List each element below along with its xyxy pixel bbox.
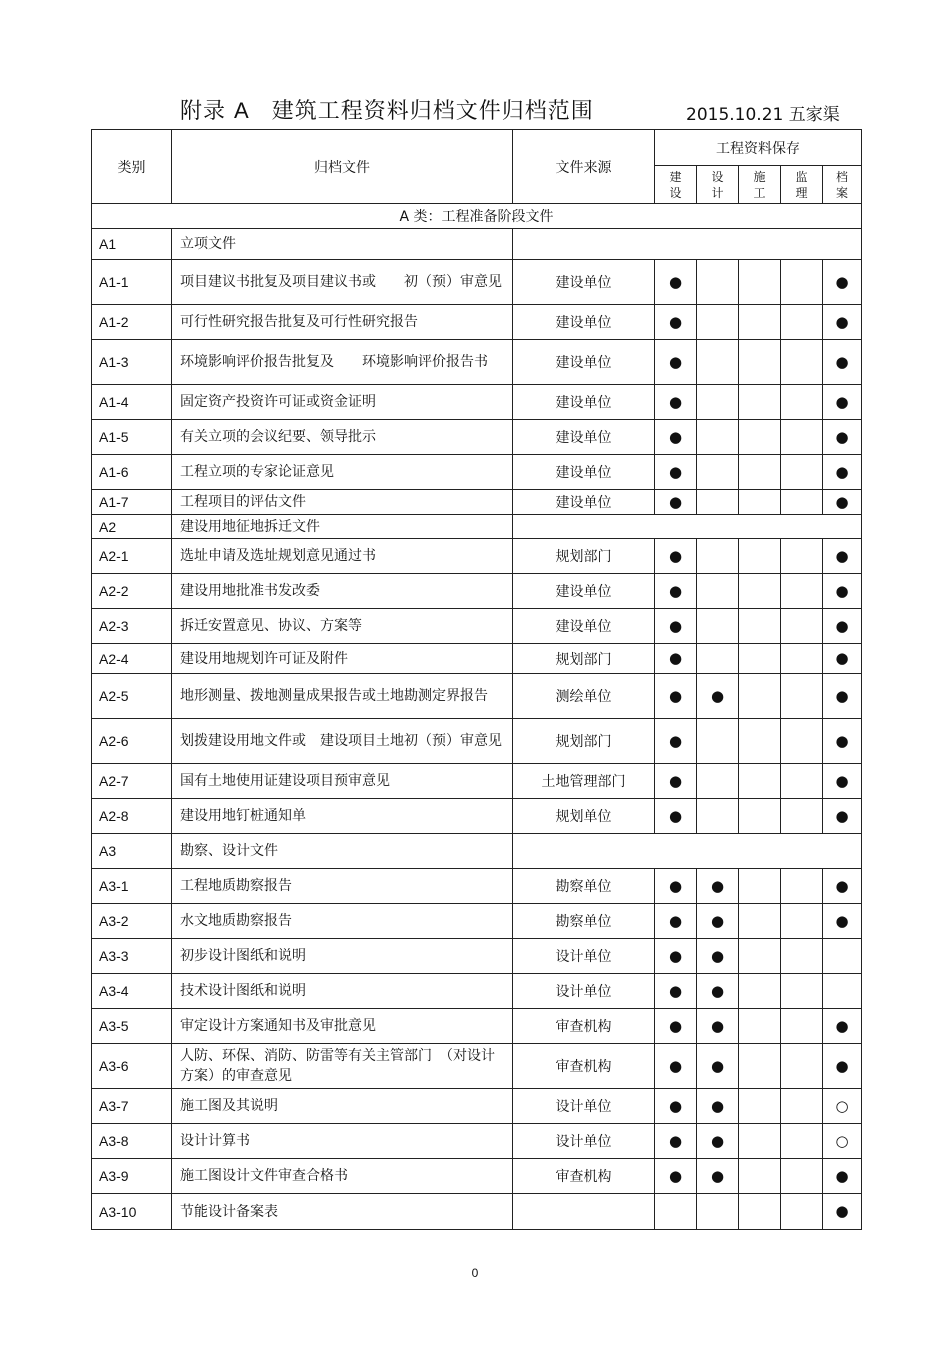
- solid-dot-mark: ●: [697, 1159, 739, 1194]
- table-row: [92, 799, 862, 834]
- row-code: A1-2: [92, 305, 172, 340]
- empty-mark-cell: [739, 974, 781, 1009]
- empty-mark-cell: [697, 260, 739, 305]
- row-source: [513, 1194, 655, 1230]
- row-code: A2: [92, 515, 172, 539]
- empty-mark-cell: [697, 799, 739, 834]
- table-row: [92, 764, 862, 799]
- solid-dot-mark: ●: [655, 455, 697, 490]
- solid-dot-mark: ●: [823, 340, 862, 385]
- solid-dot-mark: ●: [655, 904, 697, 939]
- row-code: A2-4: [92, 644, 172, 674]
- table-row: [92, 1009, 862, 1044]
- solid-dot-mark: ●: [655, 385, 697, 420]
- solid-dot-mark: ●: [655, 1009, 697, 1044]
- row-code: A3-9: [92, 1159, 172, 1194]
- solid-dot-mark: ●: [823, 609, 862, 644]
- empty-mark-cell: [781, 340, 823, 385]
- row-code: A3-3: [92, 939, 172, 974]
- solid-dot-mark: ●: [655, 305, 697, 340]
- header-unit-char-1: 档: [835, 169, 848, 184]
- header-source: 文件来源: [513, 130, 655, 204]
- empty-mark-cell: [739, 420, 781, 455]
- table-row: [92, 420, 862, 455]
- solid-dot-mark: ●: [823, 305, 862, 340]
- row-source: 审查机构: [513, 1009, 655, 1044]
- row-document: 设计计算书: [172, 1124, 513, 1159]
- empty-mark-cell: [697, 609, 739, 644]
- table-row: [92, 490, 862, 515]
- page-title: [180, 94, 594, 125]
- row-source: 设计单位: [513, 1089, 655, 1124]
- empty-mark-cell: [739, 644, 781, 674]
- header-unit-char-2: 工: [753, 185, 766, 200]
- row-document: 勘察、设计文件: [172, 834, 513, 869]
- solid-dot-mark: ●: [655, 674, 697, 719]
- row-source: 规划单位: [513, 799, 655, 834]
- empty-mark-cell: [739, 609, 781, 644]
- row-code: A2-3: [92, 609, 172, 644]
- empty-mark-cell: [739, 939, 781, 974]
- solid-dot-mark: ●: [823, 260, 862, 305]
- empty-mark-cell: [781, 799, 823, 834]
- header-unit-char-2: 设: [669, 185, 682, 200]
- empty-mark-cell: [781, 455, 823, 490]
- solid-dot-mark: ●: [697, 1089, 739, 1124]
- empty-mark-cell: [739, 1194, 781, 1230]
- solid-dot-mark: ●: [823, 719, 862, 764]
- solid-dot-mark: ●: [823, 764, 862, 799]
- empty-mark-cell: [781, 574, 823, 609]
- group-spacer: [513, 834, 862, 869]
- empty-mark-cell: [781, 609, 823, 644]
- empty-mark-cell: [739, 340, 781, 385]
- solid-dot-mark: ●: [697, 974, 739, 1009]
- row-source: 勘察单位: [513, 869, 655, 904]
- table-row: [92, 1194, 862, 1230]
- row-code: A1-5: [92, 420, 172, 455]
- row-code: A2-1: [92, 539, 172, 574]
- row-code: A2-7: [92, 764, 172, 799]
- solid-dot-mark: ●: [655, 869, 697, 904]
- row-source: 建设单位: [513, 455, 655, 490]
- solid-dot-mark: ●: [655, 799, 697, 834]
- row-code: A1-3: [92, 340, 172, 385]
- empty-mark-cell: [739, 260, 781, 305]
- row-document: 工程立项的专家论证意见: [172, 455, 513, 490]
- solid-dot-mark: ●: [823, 1159, 862, 1194]
- solid-dot-mark: ●: [697, 904, 739, 939]
- solid-dot-mark: ●: [655, 1044, 697, 1089]
- row-code: A3-2: [92, 904, 172, 939]
- empty-mark-cell: [739, 490, 781, 515]
- row-document: 工程项目的评估文件: [172, 490, 513, 515]
- row-source: 规划部门: [513, 644, 655, 674]
- row-document: 固定资产投资许可证或资金证明: [172, 385, 513, 420]
- row-document: 施工图设计文件审查合格书: [172, 1159, 513, 1194]
- header-unit-4: [823, 166, 862, 204]
- solid-dot-mark: ●: [655, 644, 697, 674]
- solid-dot-mark: ●: [655, 1124, 697, 1159]
- solid-dot-mark: ●: [823, 574, 862, 609]
- row-code: A3-7: [92, 1089, 172, 1124]
- table-row: [92, 1089, 862, 1124]
- solid-dot-mark: ●: [655, 574, 697, 609]
- group-row: [92, 229, 862, 260]
- row-document: 建设用地钉桩通知单: [172, 799, 513, 834]
- empty-mark-cell: [697, 719, 739, 764]
- empty-mark-cell: [739, 674, 781, 719]
- row-document: 划拨建设用地文件或 建设项目土地初（预）审意见: [172, 719, 513, 764]
- row-source: 审查机构: [513, 1044, 655, 1089]
- empty-mark-cell: [781, 904, 823, 939]
- row-document: 工程地质勘察报告: [172, 869, 513, 904]
- row-source: 建设单位: [513, 420, 655, 455]
- date-author: 2015.10.21 五家渠: [686, 105, 840, 125]
- header-unit-char-1: 设: [711, 169, 724, 184]
- solid-dot-mark: ●: [697, 939, 739, 974]
- empty-mark-cell: [781, 1089, 823, 1124]
- empty-mark-cell: [739, 799, 781, 834]
- row-source: 建设单位: [513, 340, 655, 385]
- solid-dot-mark: ●: [655, 340, 697, 385]
- solid-dot-mark: ●: [655, 939, 697, 974]
- empty-mark-cell: [781, 385, 823, 420]
- solid-dot-mark: ●: [823, 1009, 862, 1044]
- row-document: 建设用地征地拆迁文件: [172, 515, 513, 539]
- solid-dot-mark: ●: [655, 609, 697, 644]
- empty-mark-cell: [697, 455, 739, 490]
- empty-mark-cell: [697, 574, 739, 609]
- header-keep: 工程资料保存: [655, 130, 862, 166]
- row-document: 国有土地使用证建设项目预审意见: [172, 764, 513, 799]
- empty-mark-cell: [781, 1159, 823, 1194]
- table-row: [92, 385, 862, 420]
- empty-mark-cell: [781, 939, 823, 974]
- table-row: [92, 644, 862, 674]
- row-source: 审查机构: [513, 1159, 655, 1194]
- row-source: 规划部门: [513, 539, 655, 574]
- header-unit-char-1: 建: [669, 169, 682, 184]
- row-code: A3-5: [92, 1009, 172, 1044]
- empty-mark-cell: [781, 260, 823, 305]
- archive-scope-table: [91, 129, 862, 1230]
- row-source: 设计单位: [513, 1124, 655, 1159]
- solid-dot-mark: ●: [655, 764, 697, 799]
- hollow-dot-mark: ○: [823, 1124, 862, 1159]
- row-code: A3: [92, 834, 172, 869]
- group-spacer: [513, 229, 862, 260]
- empty-mark-cell: [781, 764, 823, 799]
- row-document: 环境影响评价报告批复及 环境影响评价报告书: [172, 340, 513, 385]
- table-row: [92, 719, 862, 764]
- header-unit-char-2: 计: [711, 185, 724, 200]
- empty-mark-cell: [697, 764, 739, 799]
- empty-mark-cell: [739, 305, 781, 340]
- solid-dot-mark: ●: [655, 1159, 697, 1194]
- empty-mark-cell: [781, 674, 823, 719]
- solid-dot-mark: ●: [697, 1009, 739, 1044]
- row-document: 审定设计方案通知书及审批意见: [172, 1009, 513, 1044]
- solid-dot-mark: ●: [823, 644, 862, 674]
- row-code: A2-2: [92, 574, 172, 609]
- solid-dot-mark: ●: [823, 385, 862, 420]
- empty-mark-cell: [697, 1194, 739, 1230]
- row-code: A3-1: [92, 869, 172, 904]
- row-document: 初步设计图纸和说明: [172, 939, 513, 974]
- table-row: [92, 904, 862, 939]
- row-code: A2-8: [92, 799, 172, 834]
- empty-mark-cell: [739, 904, 781, 939]
- row-code: A1-7: [92, 490, 172, 515]
- row-code: A1-6: [92, 455, 172, 490]
- row-source: 勘察单位: [513, 904, 655, 939]
- table-row: [92, 260, 862, 305]
- solid-dot-mark: ●: [823, 490, 862, 515]
- solid-dot-mark: ●: [823, 1044, 862, 1089]
- row-source: 建设单位: [513, 305, 655, 340]
- row-source: 设计单位: [513, 974, 655, 1009]
- row-document: 人防、环保、消防、防雷等有关主管部门 （对设计方案）的审查意见: [172, 1044, 513, 1089]
- empty-mark-cell: [781, 974, 823, 1009]
- solid-dot-mark: ●: [655, 420, 697, 455]
- empty-mark-cell: [781, 1124, 823, 1159]
- empty-mark-cell: [739, 719, 781, 764]
- header-unit-char-2: 案: [835, 185, 848, 200]
- empty-mark-cell: [739, 574, 781, 609]
- title-letter: A: [234, 98, 250, 123]
- empty-mark-cell: [739, 1159, 781, 1194]
- empty-mark-cell: [781, 539, 823, 574]
- solid-dot-mark: ●: [697, 1044, 739, 1089]
- hollow-dot-mark: ○: [823, 1089, 862, 1124]
- row-source: 建设单位: [513, 490, 655, 515]
- title-main: 建筑工程资料归档文件归档范围: [271, 99, 594, 124]
- solid-dot-mark: ●: [823, 799, 862, 834]
- empty-mark-cell: [739, 1089, 781, 1124]
- header-unit-2: [739, 166, 781, 204]
- table-row: [92, 574, 862, 609]
- header-document: 归档文件: [172, 130, 513, 204]
- empty-mark-cell: [739, 1124, 781, 1159]
- header-unit-1: [697, 166, 739, 204]
- group-row: [92, 834, 862, 869]
- solid-dot-mark: ●: [697, 869, 739, 904]
- title-prefix: 附录: [180, 99, 227, 124]
- empty-mark-cell: [655, 1194, 697, 1230]
- row-document: 地形测量、拨地测量成果报告或土地勘测定界报告: [172, 674, 513, 719]
- row-document: 可行性研究报告批复及可行性研究报告: [172, 305, 513, 340]
- empty-mark-cell: [823, 974, 862, 1009]
- empty-mark-cell: [739, 539, 781, 574]
- table-row: [92, 1159, 862, 1194]
- row-source: 建设单位: [513, 260, 655, 305]
- header-unit-char-2: 理: [795, 185, 808, 200]
- row-document: 建设用地规划许可证及附件: [172, 644, 513, 674]
- row-source: 设计单位: [513, 939, 655, 974]
- row-code: A3-8: [92, 1124, 172, 1159]
- empty-mark-cell: [781, 1194, 823, 1230]
- solid-dot-mark: ●: [655, 974, 697, 1009]
- row-code: A2-6: [92, 719, 172, 764]
- solid-dot-mark: ●: [697, 674, 739, 719]
- empty-mark-cell: [697, 420, 739, 455]
- row-code: A2-5: [92, 674, 172, 719]
- table-row: [92, 1124, 862, 1159]
- empty-mark-cell: [739, 1009, 781, 1044]
- empty-mark-cell: [781, 719, 823, 764]
- group-row: [92, 515, 862, 539]
- empty-mark-cell: [739, 385, 781, 420]
- solid-dot-mark: ●: [823, 539, 862, 574]
- header-category: 类别: [92, 130, 172, 204]
- table-row: [92, 539, 862, 574]
- empty-mark-cell: [697, 490, 739, 515]
- table-row: [92, 305, 862, 340]
- solid-dot-mark: ●: [655, 539, 697, 574]
- empty-mark-cell: [697, 385, 739, 420]
- table-row: [92, 674, 862, 719]
- row-source: 建设单位: [513, 609, 655, 644]
- row-document: 立项文件: [172, 229, 513, 260]
- row-document: 施工图及其说明: [172, 1089, 513, 1124]
- table-row: [92, 939, 862, 974]
- row-source: 建设单位: [513, 574, 655, 609]
- solid-dot-mark: ●: [823, 420, 862, 455]
- solid-dot-mark: ●: [823, 904, 862, 939]
- solid-dot-mark: ●: [655, 719, 697, 764]
- empty-mark-cell: [739, 1044, 781, 1089]
- solid-dot-mark: ●: [655, 260, 697, 305]
- row-document: 水文地质勘察报告: [172, 904, 513, 939]
- table-row: [92, 974, 862, 1009]
- table-row: [92, 455, 862, 490]
- row-source: 土地管理部门: [513, 764, 655, 799]
- row-document: 拆迁安置意见、协议、方案等: [172, 609, 513, 644]
- header-unit-char-1: 施: [753, 169, 766, 184]
- row-code: A3-6: [92, 1044, 172, 1089]
- solid-dot-mark: ●: [823, 674, 862, 719]
- empty-mark-cell: [823, 939, 862, 974]
- solid-dot-mark: ●: [655, 490, 697, 515]
- empty-mark-cell: [781, 490, 823, 515]
- row-code: A3-10: [92, 1194, 172, 1230]
- row-document: 节能设计备案表: [172, 1194, 513, 1230]
- empty-mark-cell: [781, 1009, 823, 1044]
- table-row: [92, 340, 862, 385]
- group-spacer: [513, 515, 862, 539]
- row-code: A1: [92, 229, 172, 260]
- empty-mark-cell: [781, 305, 823, 340]
- page-number: 0: [471, 1266, 479, 1280]
- header-unit-3: [781, 166, 823, 204]
- row-source: 测绘单位: [513, 674, 655, 719]
- empty-mark-cell: [781, 1044, 823, 1089]
- table-row: [92, 869, 862, 904]
- section-a-title: A 类：工程准备阶段文件: [92, 204, 862, 229]
- row-code: A1-1: [92, 260, 172, 305]
- empty-mark-cell: [739, 869, 781, 904]
- empty-mark-cell: [697, 644, 739, 674]
- empty-mark-cell: [739, 455, 781, 490]
- row-document: 建设用地批准书发改委: [172, 574, 513, 609]
- empty-mark-cell: [739, 764, 781, 799]
- row-code: A3-4: [92, 974, 172, 1009]
- empty-mark-cell: [781, 420, 823, 455]
- header-unit-char-1: 监: [795, 169, 808, 184]
- row-source: 建设单位: [513, 385, 655, 420]
- solid-dot-mark: ●: [697, 1124, 739, 1159]
- empty-mark-cell: [781, 869, 823, 904]
- row-document: 有关立项的会议纪要、领导批示: [172, 420, 513, 455]
- empty-mark-cell: [781, 644, 823, 674]
- solid-dot-mark: ●: [823, 869, 862, 904]
- table-row: [92, 1044, 862, 1089]
- row-document: 选址申请及选址规划意见通过书: [172, 539, 513, 574]
- empty-mark-cell: [697, 340, 739, 385]
- solid-dot-mark: ●: [823, 455, 862, 490]
- empty-mark-cell: [697, 539, 739, 574]
- row-document: 技术设计图纸和说明: [172, 974, 513, 1009]
- empty-mark-cell: [697, 305, 739, 340]
- row-code: A1-4: [92, 385, 172, 420]
- solid-dot-mark: ●: [655, 1089, 697, 1124]
- row-document: 项目建议书批复及项目建议书或 初（预）审意见: [172, 260, 513, 305]
- table-row: [92, 609, 862, 644]
- solid-dot-mark: ●: [823, 1194, 862, 1230]
- header-unit-0: [655, 166, 697, 204]
- row-source: 规划部门: [513, 719, 655, 764]
